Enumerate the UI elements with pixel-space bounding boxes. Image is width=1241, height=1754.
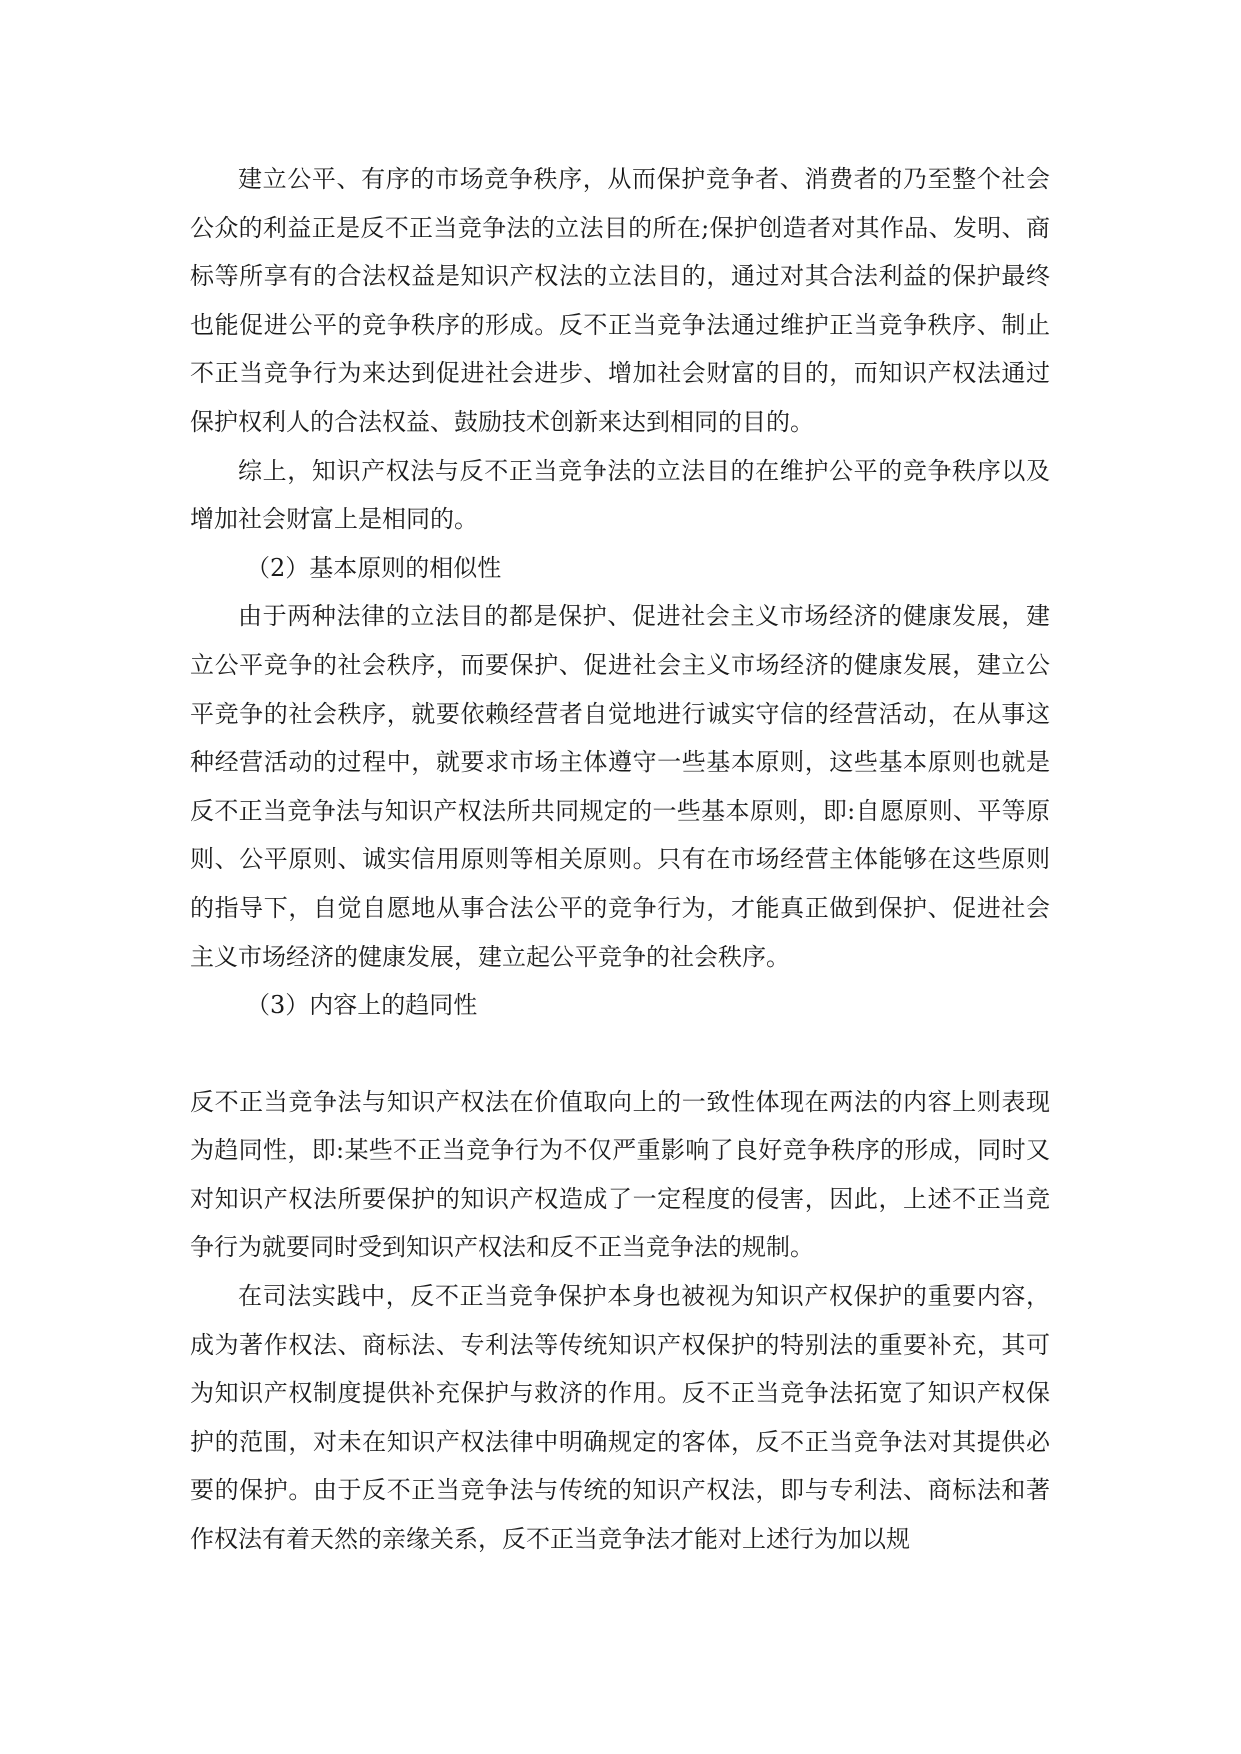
paragraph-basic-principles: 由于两种法律的立法目的都是保护、促进社会主义市场经济的健康发展，建立公平竞争的社会秩序，而要保护、促进社会主义市场经济的健康发展，建立公平竞争的社会秩序，就要依赖经营者自觉地进行诚实守信的经营活动，在从事这种经营活动的过程中，就要求市场主体遵守一些基本原则，这些基本原则也就是反不正当竞争法与知识产权法所共同规定的一些基本原则，即:自愿原则、平等原则、公平原则、诚实信用原则等相关原则。只有在市场经营主体能够在这些原则的指导下，自觉自愿地从事合法公平的竞争行为，才能真正做到保护、促进社会主义市场经济的健康发展，建立起公平竞争的社会秩序。 [190,602,1050,971]
section-heading-basic-principles: （2）基本原则的相似性 [246,553,502,582]
paragraph-judicial-practice: 在司法实践中，反不正当竞争保护本身也被视为知识产权保护的重要内容，成为著作权法、商标法、专利法等传统知识产权保护的特别法的重要补充，其可为知识产权制度提供补充保护与救济的作用。反不正当竞争法拓宽了知识产权保护的范围，对未在知识产权法律中明确规定的客体，反不正当竞争法对其提供必要的保护。由于反不正当竞争法与传统的知识产权法，即与专利法、商标法和著作权法有着天然的亲缘关系，反不正当竞争法才能对上述行为加以规 [190,1282,1050,1554]
paragraph-content-convergence: 反不正当竞争法与知识产权法在价值取向上的一致性体现在两法的内容上则表现为趋同性，即:某些不正当竞争行为不仅严重影响了良好竞争秩序的形成，同时又对知识产权法所要保护的知识产权造成了一定程度的侵害，因此，上述不正当竞争行为就要同时受到知识产权法和反不正当竞争法的规制。 [190,1087,1050,1262]
paragraph-summary: 综上，知识产权法与反不正当竞争法的立法目的在维护公平的竞争秩序以及增加社会财富上是相同的。 [190,456,1050,534]
document-body [190,155,1050,1564]
section-heading-content-convergence: （3）内容上的趋同性 [246,991,478,1020]
blank-line [190,1030,1050,1078]
paragraph-legislative-purpose: 建立公平、有序的市场竞争秩序，从而保护竞争者、消费者的乃至整个社会公众的利益正是反不正当竞争法的立法目的所在;保护创造者对其作品、发明、商标等所享有的合法权益是知识产权法的立法目的，通过对其合法利益的保护最终也能促进公平的竞争秩序的形成。反不正当竞争法通过维护正当竞争秩序、制止不正当竞争行为来达到促进社会进步、增加社会财富的目的，而知识产权法通过保护权利人的合法权益、鼓励技术创新来达到相同的目的。 [190,165,1050,436]
